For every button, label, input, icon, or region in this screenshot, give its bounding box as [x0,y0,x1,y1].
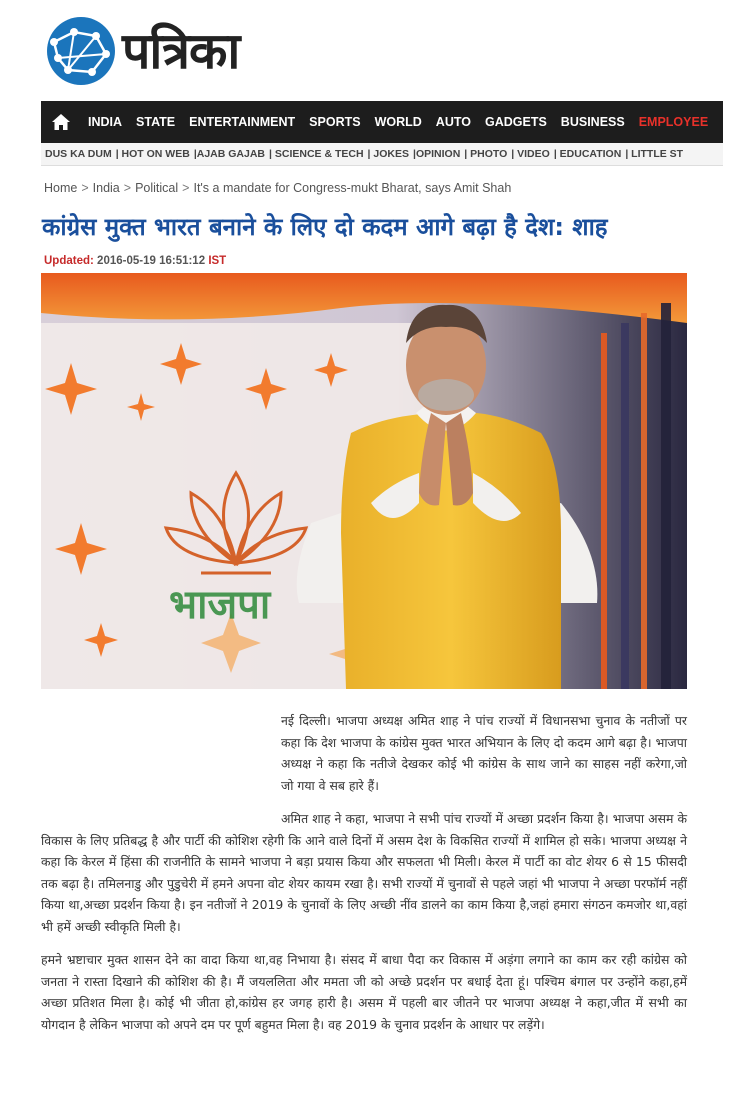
subnav-item-hot-on-web[interactable]: | HOT ON WEB [115,148,190,160]
nav-item-business[interactable]: BUSINESS [560,115,625,129]
updated-timezone: IST [208,255,227,267]
nav-item-india[interactable]: INDIA [88,115,123,129]
nav-item-employee[interactable]: EMPLOYEE [638,115,709,129]
nav-item-world[interactable]: WORLD [374,115,422,129]
subnav-item-video[interactable]: | VIDEO [511,148,550,160]
breadcrumb-current: It's a mandate for Congress-mukt Bharat, says Amit Shah [193,181,512,195]
logo-text: पत्रिका [122,21,240,80]
subnav-item-opinion[interactable]: |OPINION [413,148,461,160]
subnav-item-photo[interactable]: | PHOTO [464,148,508,160]
sub-nav [41,143,723,166]
breadcrumb-section[interactable]: India [92,181,120,195]
article-headline: कांग्रेस मुक्त भारत बनाने के लिए दो कदम आगे बढ़ा है देश: शाह [42,213,608,241]
subnav-item-science-tech[interactable]: | SCIENCE & TECH [269,148,364,160]
article-paragraph: अमित शाह ने कहा, भाजपा ने सभी पांच राज्यों में अच्छा प्रदर्शन किया है। भाजपा असम के विकास के लिए प्रतिबद्ध है और पार्टी की कोशिश रहेगी कि आने वाले दिनों में असम देश के विकसित राज्यों में शामिल हो सके। भाजपा अध्यक्ष ने कहा कि केरल में हिंसा की राजनीति के सामने भाजपा ने बड़ा प्रयास किया और सफलता भी मिली। केरल में पार्टी का वोट शेयर 6 से 15 फीसदी तक बढ़ा है। तमिलनाडु और पुडुचेरी में हमने अपना वोट शेयर कायम रखा है। सभी राज्यों में चुनावों से पहले जहां भी भाजपा ने अच्छा परफॉर्म नहीं किया था,अच्छा प्रदर्शन किया है। इन नतीजों ने 2019 के चुनावों के लिए अच्छी नींव डालने का काम किया है,जहां हमारा संगठन कमजोर था,वहां भी हमें अच्छी स्वीकृति मिली है। [41,811,687,934]
nav-item-sports[interactable]: SPORTS [309,115,361,129]
article-paragraph: हमने भ्रष्टाचार मुक्त शासन देने का वादा किया था,वह निभाया है। संसद में बाधा पैदा कर विकास में अड़ंगा लगाने का काम कर रही कांग्रेस को जनता ने रास्ता दिखाने की कोशिश की है। मैं जयललिता और ममता जी को अच्छे प्रदर्शन पर बधाई देता हूं। पश्चिम बंगाल पर उन्होंने कहा,हमें अच्छा प्रतिशत मिला है। कोई भी जीता हो,कांग्रेस हर जगह हारी है। असम में पहली बार जीतने पर भाजपा अध्यक्ष ने कहा,जीत में सभी का योगदान है लेकिन भाजपा को अपने दम पर पूर्ण बहुमत मिला है। वह 2019 के चुनाव प्रदर्शन के आधार पर लड़ेंगे। [41,952,687,1032]
globe-icon [44,14,118,88]
article-hero-image [41,273,687,689]
subnav-item-jokes[interactable]: | JOKES [367,148,409,160]
nav-item-auto[interactable]: AUTO [435,115,471,129]
breadcrumb-separator: > [182,181,190,195]
main-nav [41,101,723,143]
article-paragraph: नई दिल्ली। भाजपा अध्यक्ष अमित शाह ने पांच राज्यों में विधानसभा चुनाव के नतीजों पर कहा कि देश भाजपा के कांग्रेस मुक्त भारत अभियान के लिए दो कदम आगे बढ़ा है। भाजपा अध्यक्ष ने कहा कि नतीजे देखकर कोई भी कांग्रेस के साथ जाने का साहस नहीं करेगा,जो जो गया वे सब हारे हैं। [281,713,687,793]
updated-value: 2016-05-19 16:51:12 [97,255,206,267]
updated-label: Updated: [44,255,94,267]
subnav-item-dus-ka-dum[interactable]: DUS KA DUM [45,148,112,160]
nav-item-state[interactable]: STATE [136,115,176,129]
home-icon[interactable] [41,101,81,143]
breadcrumb [44,181,511,195]
subnav-item-little-st[interactable]: | LITTLE ST [625,148,684,160]
breadcrumb-category[interactable]: Political [135,181,179,195]
image-banner-text: भाजपा [169,582,271,628]
site-logo[interactable] [44,12,304,90]
article-timestamp [44,255,226,267]
breadcrumb-home[interactable]: Home [44,181,78,195]
breadcrumb-separator: > [81,181,89,195]
subnav-item-education[interactable]: | EDUCATION [553,148,622,160]
nav-item-entertainment[interactable]: ENTERTAINMENT [189,115,296,129]
subnav-item-ajab-gajab[interactable]: |AJAB GAJAB [193,148,266,160]
breadcrumb-separator: > [123,181,132,195]
nav-item-gadgets[interactable]: GADGETS [484,115,547,129]
article-body [41,710,687,1047]
